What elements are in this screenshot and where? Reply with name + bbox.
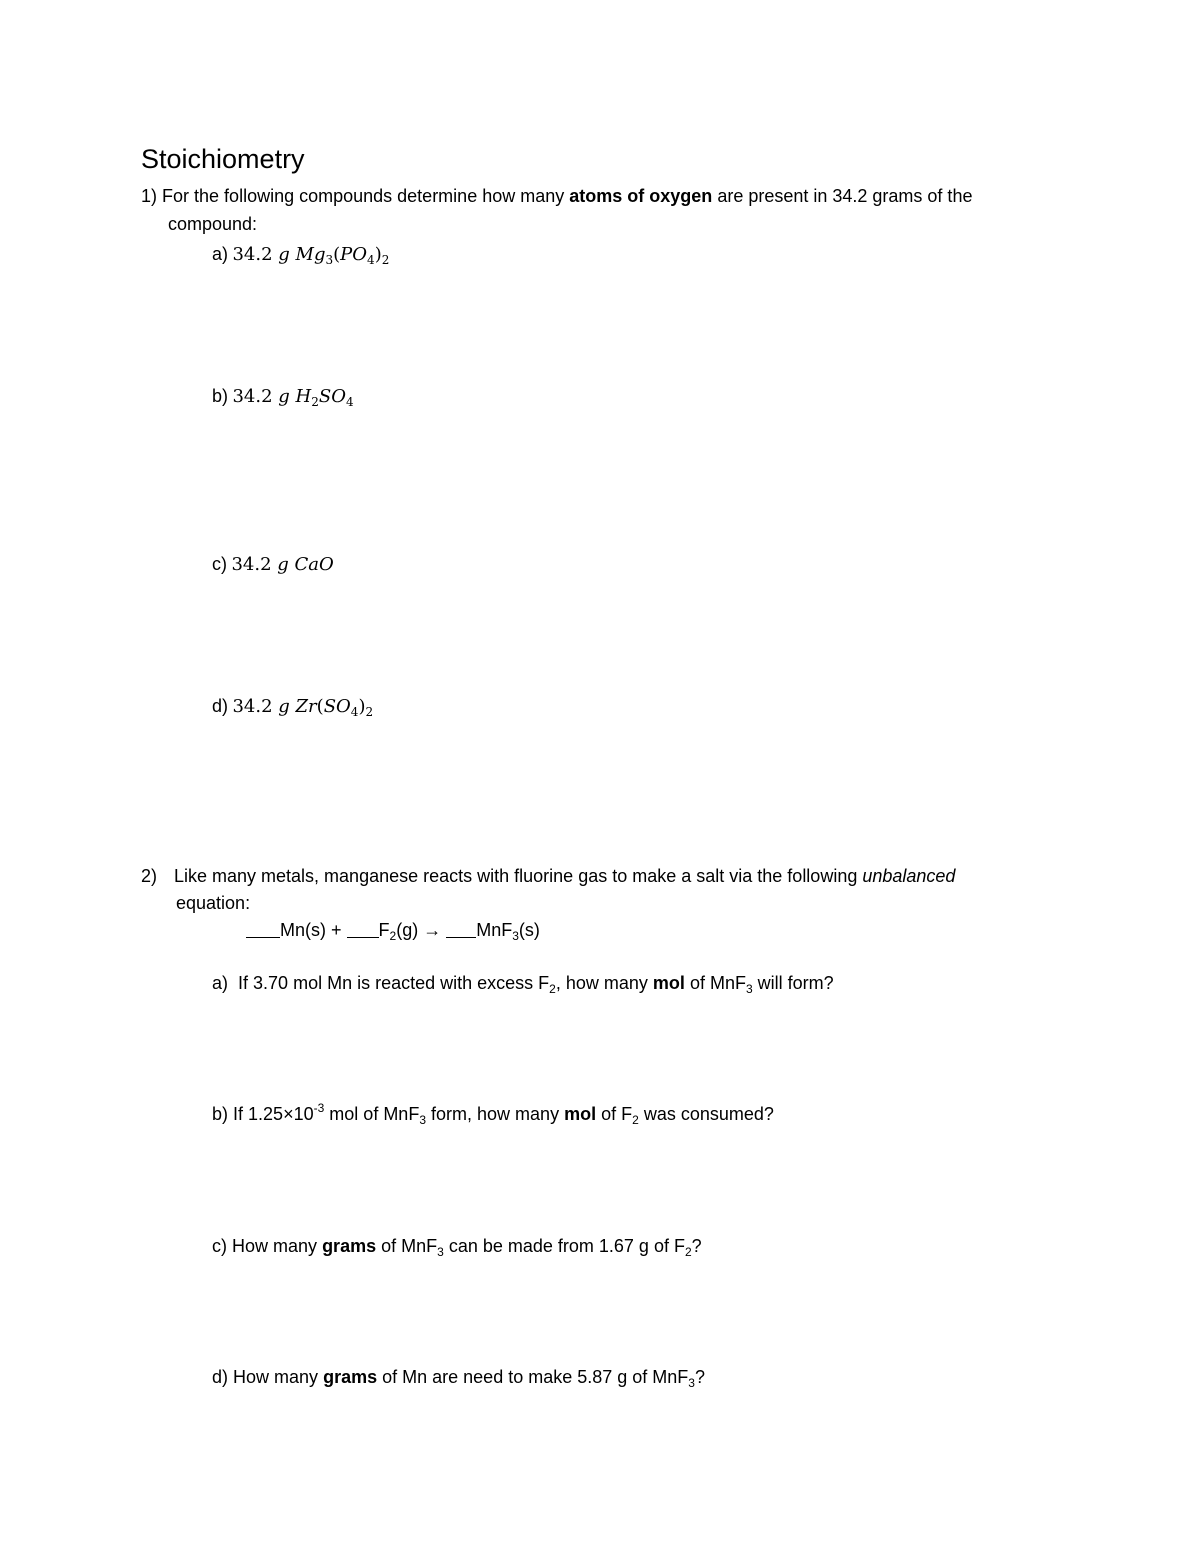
q2-item-a: a) If 3.70 mol Mn is reacted with excess $F_2$, how many mol of MnF$_3$ will form? xyxy=(212,973,834,996)
q1-item-c xyxy=(212,554,334,575)
q2-text xyxy=(174,866,955,887)
item-label: b) xyxy=(212,386,229,406)
q2-italic: unbalanced xyxy=(862,866,956,886)
q1-bold: atoms of oxygen xyxy=(569,186,713,206)
page-title: Stoichiometry xyxy=(141,144,305,174)
q2-item-c: c) How many grams of MnF$_3$ can be made from 1.67 g of $F_2$? xyxy=(212,1236,702,1259)
q1-item-a xyxy=(212,244,389,265)
coefficient-blank xyxy=(347,923,379,938)
q1-post: are present in 34.2 grams of the xyxy=(717,186,973,206)
q1-number: 1) xyxy=(141,186,158,206)
q2-line2: equation: xyxy=(176,893,251,913)
coefficient-blank xyxy=(446,923,476,938)
item-label: d) xyxy=(212,696,229,716)
q1-line2: compound: xyxy=(168,214,258,234)
item-label: a) xyxy=(212,244,229,264)
item-label: c) xyxy=(212,554,227,574)
q2-pre: Like many metals, manganese reacts with fluorine gas to make a salt via the following xyxy=(174,866,858,886)
item-formula: 34.2 g CaO xyxy=(231,554,334,575)
item-formula: 34.2 g $Mg_3(PO_4)_2$ xyxy=(232,244,390,267)
q1-item-b xyxy=(212,386,354,407)
q2-number: 2) xyxy=(141,866,158,886)
item-formula: 34.2 g $Zr(SO_4)_2$ xyxy=(232,696,374,719)
q2-item-b: b) If $1.25\times 10^{-3}$ mol of MnF$_3$ form, how many mol of $F_2$ was consumed? xyxy=(212,1101,774,1127)
q1-pre: For the following compounds determine how many xyxy=(162,186,565,206)
q1-text xyxy=(141,186,972,207)
q1-item-d xyxy=(212,696,373,717)
coefficient-blank xyxy=(246,923,280,938)
item-formula: 34.2 g $H_2SO_4$ xyxy=(232,386,354,409)
q2-equation: $Mn(s) + F_2(g) \to MnF_3(s)$ xyxy=(246,920,540,941)
q2-item-d: d) How many grams of Mn are need to make 5.87 g of MnF$_3$? xyxy=(212,1367,705,1390)
